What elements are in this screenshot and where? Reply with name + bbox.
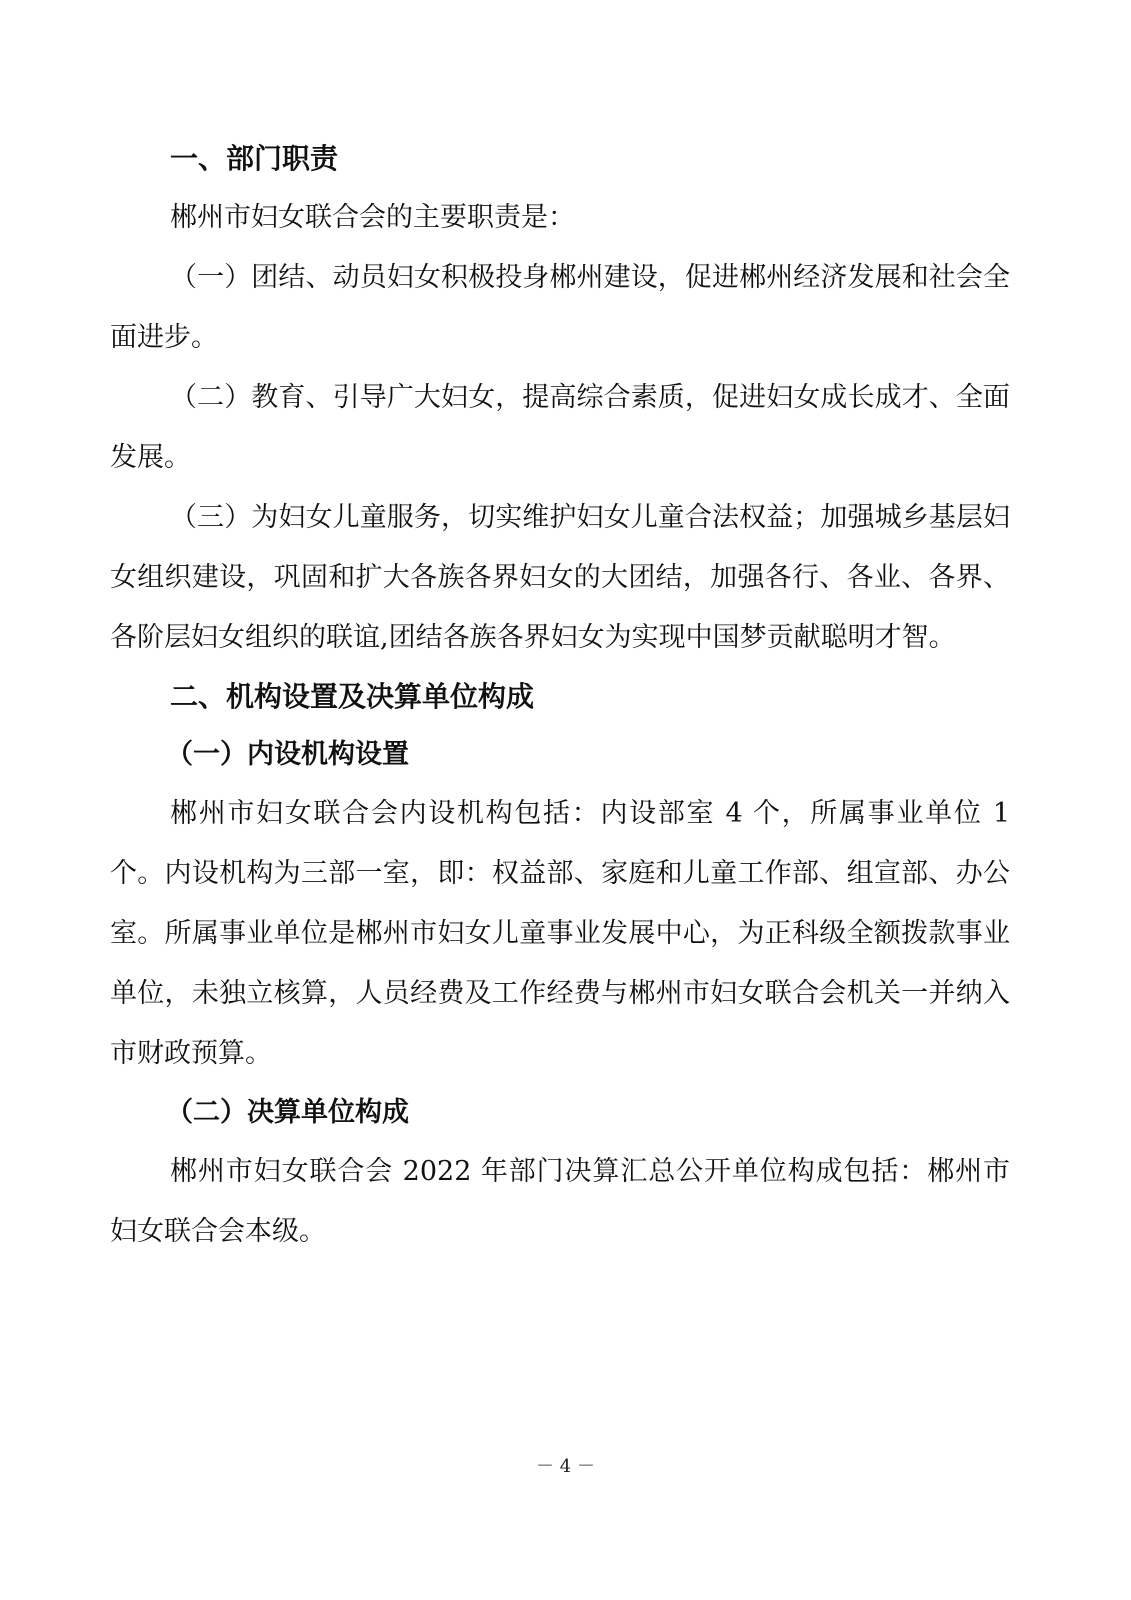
section2-sub2-title: （二）决算单位构成 (166, 1097, 409, 1128)
section1-item-2: （二）教育、引导广大妇女，提高综合素质，促进妇女成长成才、全面发展。 (110, 382, 1010, 473)
section1-title: 一、部门职责 (170, 142, 339, 175)
page-number: － 4 － (536, 1456, 595, 1477)
section2-sub1-title: （一）内设机构设置 (166, 739, 409, 770)
section1-item-3: （三）为妇女儿童服务，切实维护妇女儿童合法权益；加强城乡基层妇女组织建设，巩固和扩大各族各界妇女的大团结，加强各行、各业、各界、各阶层妇女组织的联谊,团结各族各界妇女为实现中国梦贡献聪明才智。 (110, 502, 1010, 653)
section2-sub2-text: 郴州市妇女联合会 2022 年部门决算汇总公开单位构成包括：郴州市妇女联合会本级。 (110, 1156, 1010, 1247)
section1-intro: 郴州市妇女联合会的主要职责是： (170, 202, 575, 233)
section1-item-1: （一）团结、动员妇女积极投身郴州建设，促进郴州经济发展和社会全面进步。 (110, 262, 1010, 353)
section2-sub1-text: 郴州市妇女联合会内设机构包括：内设部室 4 个，所属事业单位 1 个。内设机构为三部一室，即：权益部、家庭和儿童工作部、组宣部、办公室。所属事业单位是郴州市妇女儿童事业发展中心，为正科级全额拨款事业单位，未独立核算，人员经费及工作经费与郴州市妇女联合会机关一并纳入市财政预算。 (110, 798, 1010, 1069)
document-page (110, 130, 1010, 1262)
section2-title: 二、机构设置及决算单位构成 (170, 680, 535, 713)
